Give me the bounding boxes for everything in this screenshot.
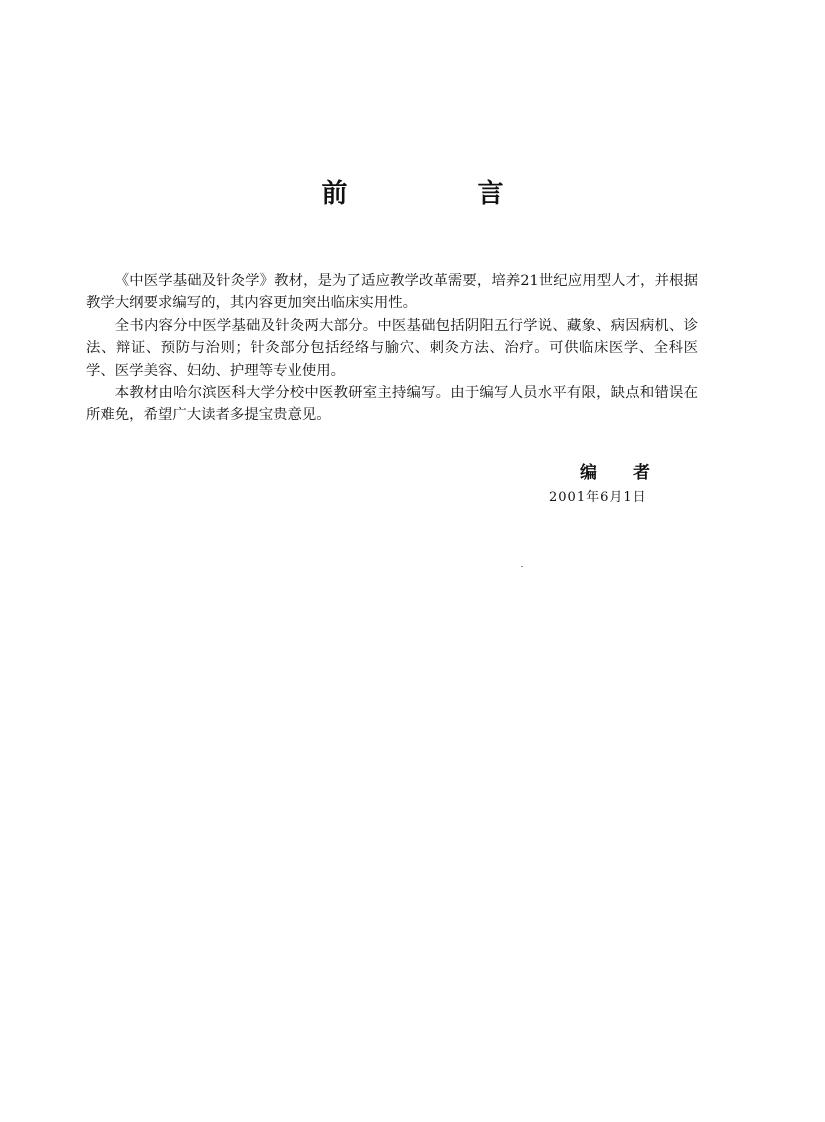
preface-date: 2001年6月1日 — [549, 490, 647, 505]
paragraph-3: 本教材由哈尔滨医科大学分校中医教研室主持编写。由于编写人员水平有限，缺点和错误在所难免，希望广大读者多提宝贵意见。 — [86, 385, 698, 424]
author-signature: 编者 — [580, 463, 686, 483]
paragraph-1: 《中医学基础及针灸学》教材，是为了适应教学改革需要，培养21世纪应用型人才，并根据教学大纲要求编写的，其内容更加突出临床实用性。 — [86, 273, 698, 312]
scan-speck — [521, 566, 523, 567]
preface-body — [86, 270, 698, 427]
paragraph-2: 全书内容分中医学基础及针灸两大部分。中医基础包括阴阳五行学说、藏象、病因病机、诊法、辩证、预防与治则；针灸部分包括经络与腧穴、刺灸方法、治疗。可供临床医学、全科医学、医学美容、妇幼、护理等专业使用。 — [86, 317, 698, 379]
page-title: 前 言 — [321, 179, 556, 209]
